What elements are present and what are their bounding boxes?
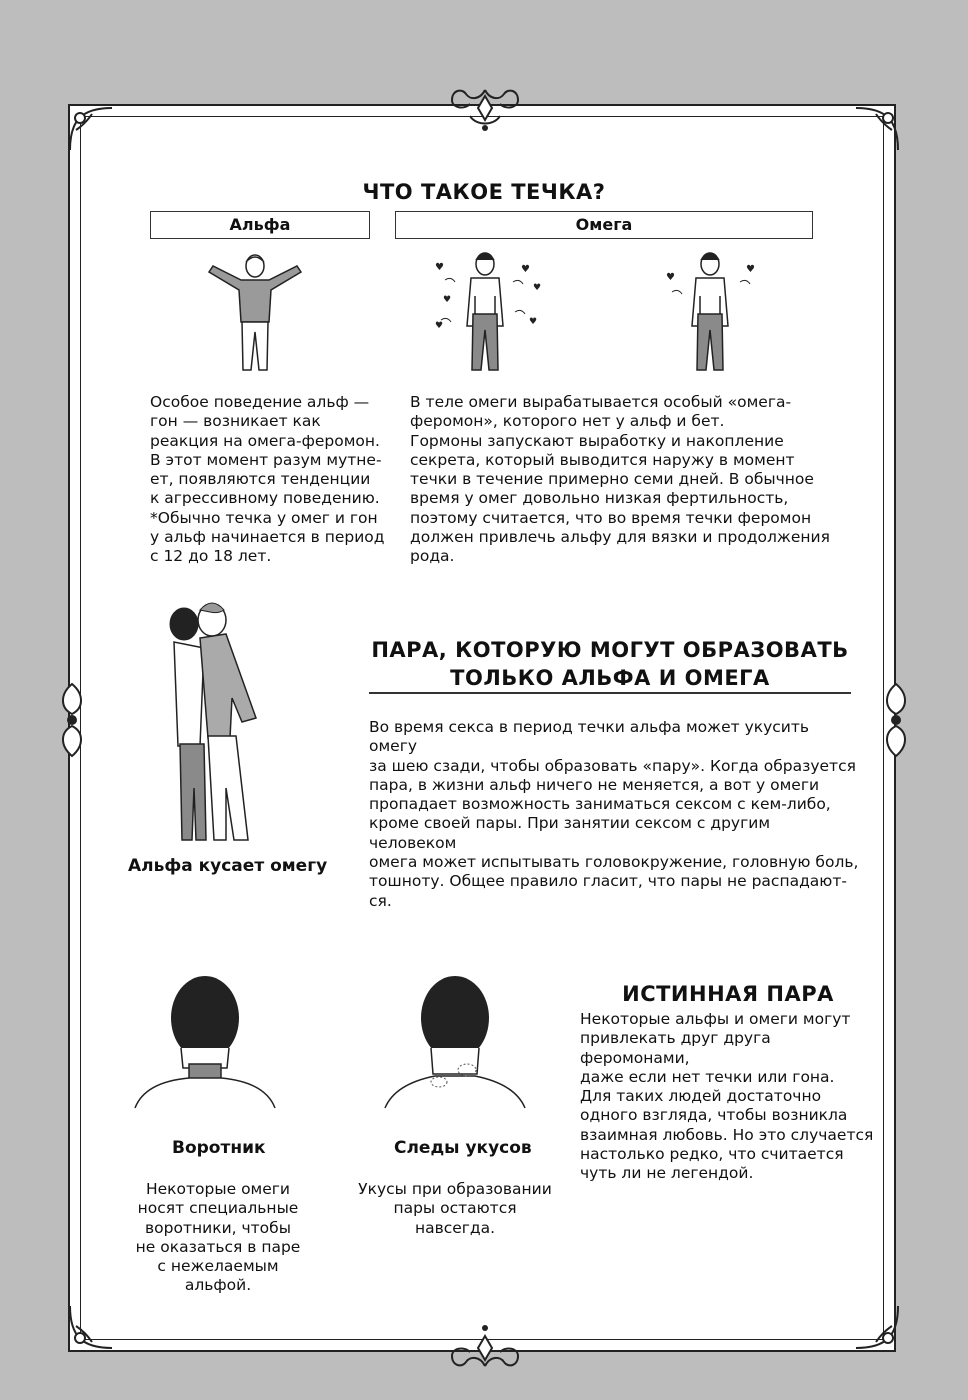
alpha-bites-caption: Альфа кусает омегу <box>128 856 328 876</box>
corner-ornament-tr-icon <box>846 100 906 160</box>
pair-section-rule <box>369 692 851 694</box>
svg-text:♥: ♥ <box>746 264 755 275</box>
svg-text:♥: ♥ <box>435 262 444 273</box>
svg-text:♥: ♥ <box>521 264 530 275</box>
alpha-bites-omega-illustration <box>160 598 280 848</box>
right-ornament-icon <box>876 680 916 760</box>
corner-ornament-tl-icon <box>62 100 122 160</box>
omega-figure-hearts-illustration <box>425 246 555 376</box>
heat-section-title: ЧТО ТАКОЕ ТЕЧКА? <box>362 180 606 204</box>
bottom-ornament-icon <box>440 1322 530 1370</box>
left-ornament-icon <box>52 680 92 760</box>
alpha-description: Особое поведение альф — гон — возникает как реакция на омега-феромон. В этот момент разум мутне- ет, появляются тенденции к агрессивному поведению. *Обычно течка у омег и гон у альф начинается в период с 12 до 18 лет. <box>150 393 385 566</box>
collar-illustration <box>125 968 285 1108</box>
bite-marks-description: Укусы при образовании пары остаются навсегда. <box>358 1180 552 1237</box>
svg-text:♥: ♥ <box>533 283 542 293</box>
omega-label-box: Омега <box>395 211 813 239</box>
svg-text:♥: ♥ <box>529 317 538 327</box>
bite-marks-caption: Следы укусов <box>394 1138 532 1158</box>
alpha-label-box: Альфа <box>150 211 370 239</box>
svg-text:♥: ♥ <box>443 295 452 305</box>
omega-figure-illustration <box>660 246 770 376</box>
bite-marks-illustration <box>375 968 535 1108</box>
corner-ornament-br-icon <box>846 1296 906 1356</box>
true-pair-description: Некоторые альфы и омеги могут привлекать друг друга феромонами, даже если нет течки или гона. Для таких людей достаточно одного взгляда, чтобы возникла взаимная любовь. Но это случается настолько редко, что считается чуть ли не легендой. <box>580 1010 874 1183</box>
top-ornament-icon <box>440 86 530 134</box>
pair-description: Во время секса в период течки альфа может укусить омегу за шею сзади, чтобы образовать «пару». Когда образуется пара, в жизни альф ничего не меняется, а вот у омеги пропадает возможность заниматься сексом с кем-либо, кроме своей пары. При занятии сексом с другим человеком омега может испытывать головокружение, головную боль, тошноту. Общее правило гласит, что пары не распадают- ся. <box>369 718 859 910</box>
collar-description: Некоторые омеги носят специальные воротники, чтобы не оказаться в паре с нежелаемым альфой. <box>135 1180 301 1295</box>
pair-section-title-line2: ТОЛЬКО АЛЬФА И ОМЕГА <box>450 666 770 690</box>
svg-text:♥: ♥ <box>666 272 675 283</box>
svg-text:♥: ♥ <box>435 321 444 331</box>
collar-caption: Воротник <box>172 1138 266 1158</box>
alpha-figure-illustration <box>205 252 305 377</box>
omega-description: В теле омеги вырабатывается особый «омега- феромон», которого нет у альф и бет. Гормоны запускают выработку и накопление секрета, который выводится наружу в момент течки в течение примерно семи дней. В обычное время у омег довольно низкая фертильность, поэтому считается, что во время течки феромон должен привлечь альфу для вязки и продолжения рода. <box>410 393 830 566</box>
pair-section-title-line1: ПАРА, КОТОРУЮ МОГУТ ОБРАЗОВАТЬ <box>371 638 849 662</box>
corner-ornament-bl-icon <box>62 1296 122 1356</box>
true-pair-title: ИСТИННАЯ ПАРА <box>622 982 834 1006</box>
